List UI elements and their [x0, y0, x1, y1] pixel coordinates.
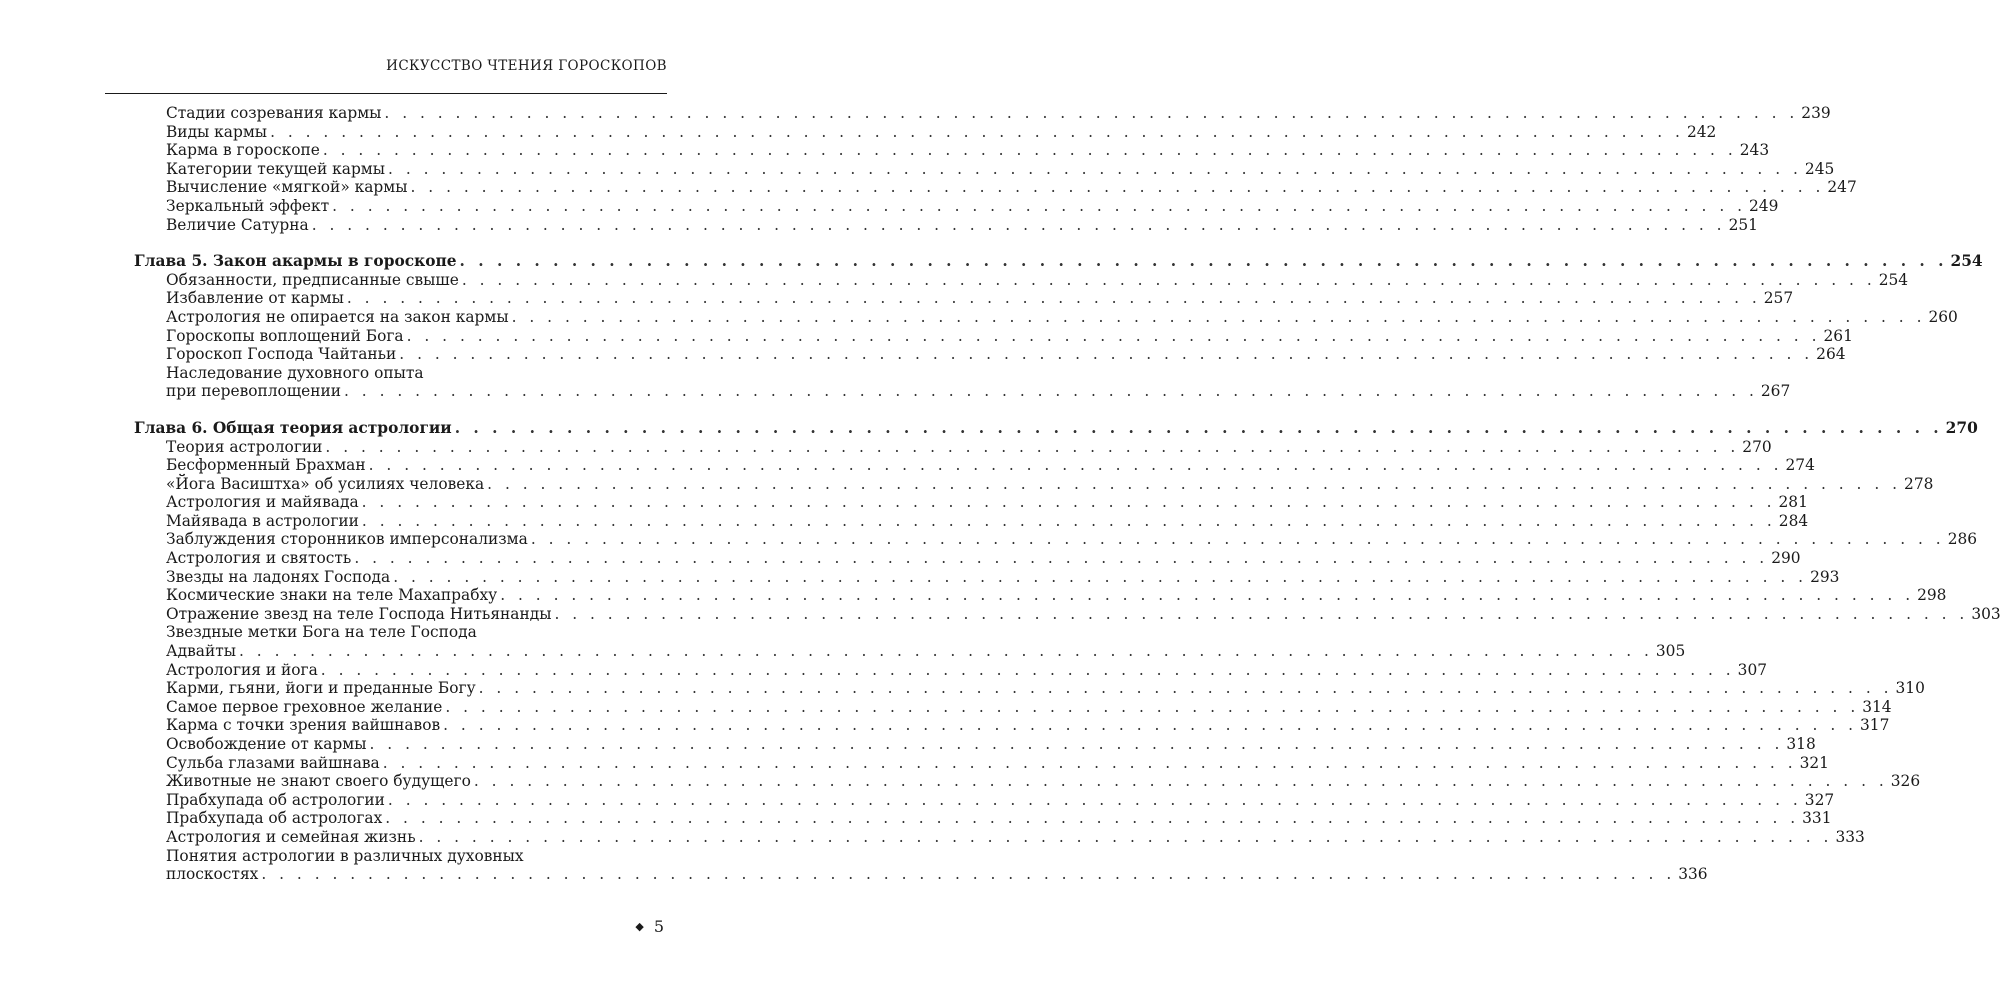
toc-chapter-label: Глава 5. Закон акармы в гороскопе	[134, 252, 457, 271]
toc-group-3	[0, 437, 2001, 624]
toc-page-number: 331	[1802, 809, 1832, 828]
toc-page-number: 274	[1785, 456, 1815, 475]
leader-dots: . . . . . . . . . . . . . . . . . . . . . . . . . . . . . . . . . . . . . . . . . . . . . . . . . . . . . . . . . . . . . . . . . . . . . . . . . . . . . . . .	[387, 790, 1802, 809]
toc-page-number: 327	[1804, 790, 1835, 809]
toc-entry-label: Карми, гьяни, йоги и преданные Богу	[166, 679, 476, 698]
toc-page-number: 307	[1737, 660, 1768, 679]
toc-entry[interactable]	[0, 753, 1829, 773]
toc-page-number: 257	[1763, 289, 1794, 308]
toc-page-number: 305	[1655, 642, 1686, 661]
toc-entry-label: Космические знаки на теле Махапрабху	[166, 586, 498, 605]
toc-page-number: 239	[1801, 104, 1831, 122]
leader-dots: . . . . . . . . . . . . . . . . . . . . . . . . . . . . . . . . . . . . . . . . . . . . . . . . . . . . . . . . . . . . . . . . . . . . . . . . . . . . . . . .	[443, 716, 1857, 735]
toc-page-number: 254	[1950, 252, 1983, 271]
leader-dots: . . . . . . . . . . . . . . . . . . . . . . . . . . . . . . . . . . . . . . . . . . . . . . . . . . . . . . . . . . . . . . . . . . . . . . . . . . . . . . . .	[332, 196, 1746, 215]
leader-dots: . . . . . . . . . . . . . . . . . . . . . . . . . . . . . . . . . . . . . . . . . . . . . . . . . . . . . . . . . . . . . . . . . . . . . . . . . . . . . . . .	[511, 307, 1926, 326]
toc-entry[interactable]	[0, 196, 1779, 216]
toc-entry-label: Освобождение от кармы	[166, 735, 367, 753]
toc-page-number: 247	[1827, 178, 1857, 197]
toc-page-number: 310	[1895, 679, 1925, 698]
leader-dots: . . . . . . . . . . . . . . . . . . . . . . . . . . . . . . . . . . . . . . . . . . . . . . . . . . . . . . . . . . . . . . . . . . . . . . . . . . . . . . . .	[311, 215, 1726, 234]
toc-entry-label: Сульба глазами вайшнава	[166, 753, 380, 772]
toc-page-number: 321	[1799, 753, 1829, 772]
leader-dots: . . . . . . . . . . . . . . . . . . . . . . . . . . . . . . . . . . . . . . . . . . . . . . . . . . . . . . . . . . . . . . . . . . . . . . . . . . . . . . . .	[385, 809, 1800, 828]
toc-page-number: 251	[1728, 215, 1758, 234]
leader-dots: . . . . . . . . . . . . . . . . . . . . . . . . . . . . . . . . . . . . . . . . . . . . . . . . . . . . . . . . . . . . . . . . . . . . . . . . . . . . . . . .	[239, 642, 1653, 661]
toc-page-number: 242	[1686, 122, 1717, 141]
toc-entry[interactable]	[0, 159, 1835, 179]
leader-dots: . . . . . . . . . . . . . . . . . . . . . . . . . . . . . . . . . . . . . . . . . . . . . . . . . . . . . . . . . . . . . . . . . . . . . . . . . . . . . . . .	[261, 865, 1676, 884]
toc-entry-label: Обязанности, предписанные свыше	[166, 270, 459, 289]
leader-dots: . . . . . . . . . . . . . . . . . . . . . . . . . . . . . . . . . . . . . . . . . . . . . . . . . . . . . . . . . . . . . . . . . . . . . . . . . . . . . . . .	[478, 679, 1893, 698]
toc-page-number: 336	[1678, 865, 1708, 884]
toc-page-number: 264	[1816, 345, 1846, 364]
toc-entry-label: Избавление от кармы	[166, 289, 344, 308]
leader-dots: . . . . . . . . . . . . . . . . . . . . . . . . . . . . . . . . . . . . . . . . . . . . . . . . . . . . . . . . . . . . . . . . . . . . . . . . . . . . . . . .	[384, 104, 1799, 122]
toc-entry-label: Прабхупада об астрологах	[166, 809, 383, 828]
leader-dots: . . . . . . . . . . . . . . . . . . . . . . . . . . . . . . . . . . . . . . . . . . . . . . . . . . . . . . . . . . . . . . . . . . . . . . . . . . . . . . . .	[322, 141, 1737, 160]
toc-entry-label: при перевоплощении	[166, 382, 342, 401]
toc-entry-label: Адвайты	[166, 642, 236, 661]
spacer	[0, 401, 800, 419]
toc-entry[interactable]	[0, 716, 1890, 735]
toc-entry-label: Майявада в астрологии	[166, 511, 359, 530]
toc-entry-label: Стадии созревания кармы	[166, 104, 382, 122]
leader-dots: . . . . . . . . . . . . . . . . . . . . . . . . . . . . . . . . . . . . . . . . . . . . . . . . . . . . . . . . . . . . . . . . . . . . . . . . . . . . . . . .	[346, 289, 1761, 308]
toc-entry-label: Понятия астрологии в различных духовных	[166, 846, 524, 865]
toc-entry[interactable]	[0, 141, 1770, 160]
toc-entry-label: Астрология и святость	[166, 549, 352, 568]
toc-entry-label: Гороскоп Господа Чайтаньи	[166, 345, 397, 364]
toc-entry-label: Животные не знают своего будущего	[166, 772, 471, 791]
toc-entry[interactable]	[0, 307, 1958, 327]
toc-entry[interactable]	[0, 289, 1794, 308]
toc-entry[interactable]	[0, 604, 2001, 624]
toc-group-1	[0, 104, 1857, 234]
toc-entry[interactable]	[0, 567, 1840, 587]
toc-page-number: 298	[1917, 586, 1947, 605]
toc-entry[interactable]	[0, 679, 1925, 698]
toc-page-number: 267	[1760, 382, 1791, 401]
header-rule	[105, 93, 667, 94]
toc-entry-label: Астрология и семейная жизнь	[166, 827, 416, 846]
toc-entry[interactable]	[0, 530, 1978, 549]
leader-dots: . . . . . . . . . . . . . . . . . . . . . . . . . . . . . . . . . . . . . . . . . . . . . . . . . . . . . . . . . . . . . . . . . . . . . . . . . . . . . . . .	[406, 326, 1821, 345]
leader-dots: . . . . . . . . . . . . . . . . . . . . . . . . . . . . . . . . . . . . . . . . . . . . . . . . . . . . . . . . . . . . . . . . . . . . . . . . . . . . . . . .	[368, 456, 1783, 475]
toc-page-number: 249	[1749, 196, 1779, 215]
toc-page-number: 314	[1862, 697, 1892, 716]
toc-entry-label: Отражение звезд на теле Господа Нитьянанды	[166, 604, 552, 623]
toc-entry-label: Бесформенный Брахман	[166, 456, 366, 475]
toc-page-number: 303	[1971, 604, 2001, 623]
toc-page-number: 318	[1786, 735, 1816, 753]
toc-chapter-6[interactable]	[0, 418, 1978, 438]
toc-entry[interactable]	[0, 215, 1758, 235]
toc-entry[interactable]	[0, 104, 1831, 123]
toc-page-number: 278	[1904, 474, 1934, 493]
toc-page-number: 290	[1771, 549, 1801, 568]
leader-dots: . . . . . . . . . . . . . . . . . . . . . . . . . . . . . . . . . . . . . . . . . . . . . . . . . . . . . . . . . . . . . . . . . . . . . . . . . . . . . . . .	[487, 474, 1902, 493]
toc-entry[interactable]	[0, 735, 1816, 754]
toc-entry[interactable]	[0, 827, 1865, 847]
page-number: 5	[653, 917, 664, 936]
toc-entry[interactable]	[0, 697, 1892, 717]
toc-entry-label: Теория астрологии	[166, 437, 323, 456]
toc-entry-wrapped-line2[interactable]	[0, 382, 1791, 401]
toc-entry-label: Виды кармы	[166, 122, 268, 141]
running-header: ИСКУССТВО ЧТЕНИЯ ГОРОСКОПОВ	[386, 58, 667, 74]
toc-entry-wrapped-line2[interactable]	[0, 642, 1686, 661]
leader-dots: . . . . . . . . . . . . . . . . . . . . . . . . . . . . . . . . . . . . . . . . . . . . . . . . . . . . . . . . . . . . . . . . . . . . . . . . . . . . . . . .	[388, 159, 1802, 178]
toc-entry-label: Самое первое греховное желание	[166, 697, 443, 716]
toc-page-number: 284	[1778, 511, 1809, 530]
toc-entry-label: Заблуждения сторонников имперсонализма	[166, 530, 528, 549]
toc-page-number: 243	[1739, 141, 1770, 160]
toc-entry-label: Зеркальный эффект	[166, 196, 330, 215]
leader-dots: . . . . . . . . . . . . . . . . . . . . . . . . . . . . . . . . . . . . . . . . . . . . . . . . . . . . . . . . . . . . . . . . . . . . . . . . . . . . . . . .	[369, 735, 1784, 753]
toc-page-number: 270	[1742, 437, 1772, 456]
leader-dots: . . . . . . . . . . . . . . . . . . . . . . . . . . . . . . . . . . . . . . . . . . . . . . . . . . . . . . . . . . . . . . . . . . . . . . . . . . . . . . . .	[354, 549, 1769, 568]
leader-dots: . . . . . . . . . . . . . . . . . . . . . . . . . . . . . . . . . . . . . . . . . . . . . . . . . . . . . . . . . . . . . . . . . . . . . . . . . . . . . . . .	[530, 530, 1945, 549]
toc-page-number: 293	[1810, 567, 1840, 586]
toc-entry[interactable]	[0, 586, 1947, 605]
leader-dots: . . . . . . . . . . . . . . . . . . . . . . . . . . . . . . . . . . . . . . . . . . . . . . . . . . . . . . . . . . . . . . . . . . . . . . . . . . . . . . . .	[461, 270, 1876, 289]
leader-dots: . . . . . . . . . . . . . . . . . . . . . . . . . . . . . . . . . . . . . . . . . . . . . . . . . . . . . . . . . . . . . . . . . . . . . . . . . . . . . . . .	[320, 660, 1735, 679]
spacer	[0, 234, 800, 252]
toc-entry-label: Величие Сатурна	[166, 215, 309, 234]
toc-entry-label: Прабхупада об астрологии	[166, 790, 385, 809]
toc-entry[interactable]	[0, 474, 1934, 494]
toc-entry[interactable]	[0, 345, 1846, 364]
toc-entry-wrapped-line1[interactable]	[0, 847, 663, 866]
toc-chapter-label: Глава 6. Общая теория астрологии	[134, 418, 452, 437]
leader-dots: . . . . . . . . . . . . . . . . . . . . . . . . . . . . . . . . . . . . . . . . . . . . . . . . . . . . . . . . . . . . . . . . . . . . . . . . . . . . . . . .	[500, 586, 1915, 605]
toc-entry-label: Астрология и йога	[166, 660, 318, 679]
toc-group-2	[0, 270, 1958, 364]
toc-entry-wrapped-line1[interactable]	[0, 364, 663, 383]
toc-entry-label: плоскостях	[166, 865, 259, 884]
leader-dots: . . . . . . . . . . . . . . . . . . . . . . . . . . . . . . . . . . . . . . . . . . . . . . . . . . . . . . . . . . . . . . . . . . . . . . . . . . . . . . . .	[445, 697, 1860, 716]
toc-page-number: 260	[1928, 307, 1958, 326]
leader-dots: . . . . . . . . . . . . . . . . . . . . . . . . . . . . . . . . . . . . . . . . . . . . . . . . . . . . . . . . . . . . . . . . . . . . . . . . . . . . . . . .	[393, 567, 1808, 586]
toc-entry[interactable]	[0, 511, 1809, 531]
toc-chapter-5[interactable]	[0, 252, 1983, 271]
leader-dots: . . . . . . . . . . . . . . . . . . . . . . . . . . . . . . . . . . . . . . . . . . . . . . . . . . . . . . . . . . . . . . . . . . . . . . . . . . . . . . . .	[344, 382, 1758, 401]
toc-entry-wrapped-line2[interactable]	[0, 865, 1708, 884]
leader-dots: . . . . . . . . . . . . . . . . . . . . . . . . . . . . . . . . . . . . . . . . . . . . . . . . . . . . . . . . . . . . . . . . . . . . . . . . . . . . . . . .	[418, 827, 1833, 846]
leader-dots: . . . . . . . . . . . . . . . . . . . . . . . . . . . . . . . . . . . . . . . . . . . . . . . . . . . . . . . . . . . . . . . . . . . . . . . . . . . . . . . .	[410, 178, 1825, 197]
toc-entry-label: Астрология и майявада	[166, 493, 359, 512]
toc-page-number: 254	[1878, 270, 1909, 289]
diamond-icon: ◆	[635, 920, 644, 933]
toc-entry[interactable]	[0, 437, 1772, 457]
toc-entry[interactable]	[0, 326, 1853, 346]
toc-group-4	[0, 660, 1925, 847]
leader-dots: . . . . . . . . . . . . . . . . . . . . . . . . . . . . . . . . . . . . . . . . . . . . . . . . . . . . . . . . . . . . . . . . . . . . . . . . . . . . . . . .	[361, 511, 1776, 530]
toc-page-number: 286	[1947, 530, 1978, 549]
toc-entry-label: Звезды на ладонях Господа	[166, 567, 391, 586]
toc-page-number: 261	[1823, 326, 1853, 345]
toc-entry-wrapped-line1[interactable]	[0, 623, 663, 642]
toc-page-number: 326	[1890, 772, 1921, 791]
toc-entry-label: Гороскопы воплощений Бога	[166, 326, 404, 345]
toc-entry[interactable]	[0, 660, 1768, 680]
table-of-contents	[0, 104, 2001, 884]
toc-entry[interactable]	[0, 178, 1857, 197]
page-footer	[635, 917, 664, 936]
toc-entry-label: Звездные метки Бога на теле Господа	[166, 623, 477, 642]
leader-dots: . . . . . . . . . . . . . . . . . . . . . . . . . . . . . . . . . . . . . . . . . . . . . . . . . . . . . . . . . . . . . . . . . . . . . . . . . . . . . . . .	[399, 345, 1814, 364]
toc-entry[interactable]	[0, 809, 1832, 828]
toc-entry[interactable]	[0, 790, 1835, 810]
toc-entry-label: Вычисление «мягкой» кармы	[166, 178, 408, 197]
leader-dots: . . . . . . . . . . . . . . . . . . . . . . . . . . . . . . . . . . . . . . . . . . . . . . . . . . . . . . . . . . . . . . . . . . . . . . . . . . . . . . . .	[454, 418, 1943, 437]
leader-dots: . . . . . . . . . . . . . . . . . . . . . . . . . . . . . . . . . . . . . . . . . . . . . . . . . . . . . . . . . . . . . . . . . . . . . . . . . . . . . . . .	[361, 493, 1776, 512]
toc-entry-label: Категории текущей кармы	[166, 159, 386, 178]
toc-entry[interactable]	[0, 772, 1921, 791]
leader-dots: . . . . . . . . . . . . . . . . . . . . . . . . . . . . . . . . . . . . . . . . . . . . . . . . . . . . . . . . . . . . . . . . . . . . . . . . . . . . . . . .	[270, 122, 1684, 141]
toc-entry-label: Карма с точки зрения вайшнавов	[166, 716, 441, 735]
toc-entry-label: Наследование духовного опыта	[166, 363, 424, 382]
toc-entry[interactable]	[0, 549, 1801, 568]
toc-entry-label: Астрология не опирается на закон кармы	[166, 307, 509, 326]
leader-dots: . . . . . . . . . . . . . . . . . . . . . . . . . . . . . . . . . . . . . . . . . . . . . . . . . . . . . . . . . . . . . . . . . . . . . . . . . . . . . . . .	[325, 437, 1740, 456]
leader-dots: . . . . . . . . . . . . . . . . . . . . . . . . . . . . . . . . . . . . . . . . . . . . . . . . . . . . . . . . . . . . . . . . . . . . . . . . . . . . . . . .	[473, 772, 1888, 791]
leader-dots: . . . . . . . . . . . . . . . . . . . . . . . . . . . . . . . . . . . . . . . . . . . . . . . . . . . . . . . . . . . . . . . . . . . . . . . . . . . . . . . .	[459, 252, 1948, 271]
leader-dots: . . . . . . . . . . . . . . . . . . . . . . . . . . . . . . . . . . . . . . . . . . . . . . . . . . . . . . . . . . . . . . . . . . . . . . . . . . . . . . . .	[382, 753, 1797, 772]
toc-page-number: 245	[1804, 159, 1835, 178]
toc-entry[interactable]	[0, 270, 1909, 290]
toc-page-number: 317	[1860, 716, 1890, 735]
toc-entry-label: «Йога Васиштха» об усилиях человека	[166, 474, 485, 493]
toc-entry-label: Карма в гороскопе	[166, 141, 320, 160]
toc-page-number: 270	[1945, 418, 1978, 437]
toc-entry[interactable]	[0, 456, 1815, 475]
leader-dots: . . . . . . . . . . . . . . . . . . . . . . . . . . . . . . . . . . . . . . . . . . . . . . . . . . . . . . . . . . . . . . . . . . . . . . . . . . . . . . . .	[554, 604, 1969, 623]
toc-page-number: 333	[1835, 827, 1865, 846]
toc-entry[interactable]	[0, 493, 1808, 512]
toc-entry[interactable]	[0, 122, 1717, 142]
toc-page-number: 281	[1778, 493, 1808, 512]
